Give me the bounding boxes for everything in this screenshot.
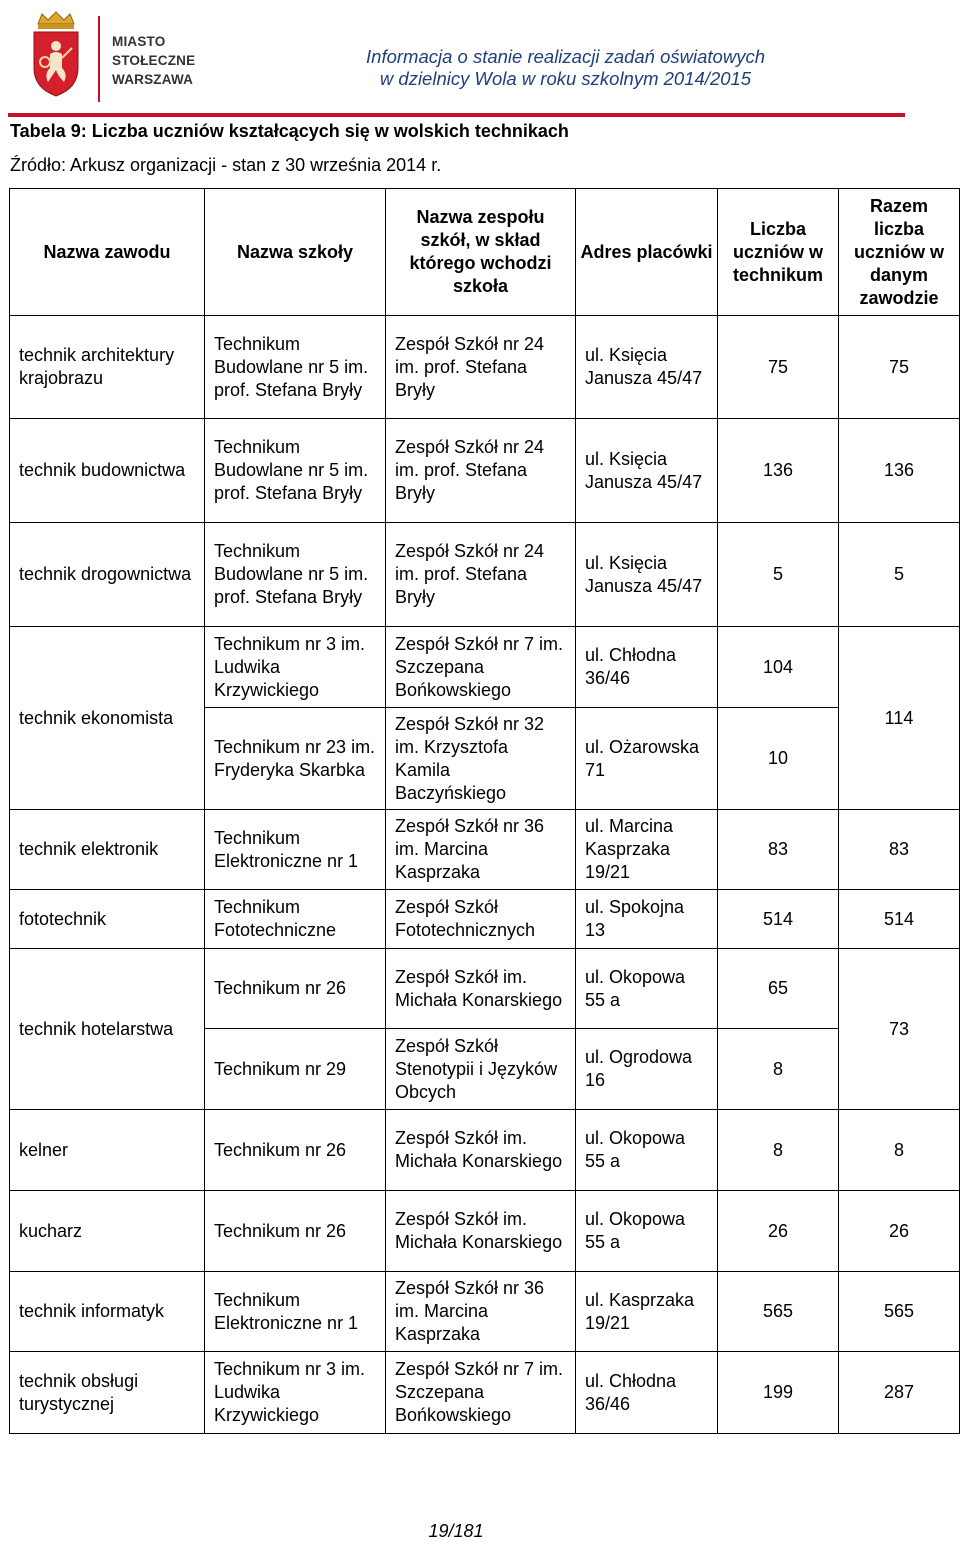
cell-liczba: 10 xyxy=(718,708,839,810)
cell-zawod: technik drogownictwa xyxy=(10,523,205,627)
cell-liczba: 8 xyxy=(718,1029,839,1110)
logo-text xyxy=(112,32,195,89)
cell-zespol: Zespół Szkół Stenotypii i Języków Obcych xyxy=(386,1029,576,1110)
cell-liczba: 514 xyxy=(718,890,839,949)
cell-zespol: Zespół Szkół nr 36 im. Marcina Kasprzaka xyxy=(386,810,576,890)
table-row xyxy=(10,523,960,627)
cell-adres: ul. Chłodna 36/46 xyxy=(576,627,718,708)
cell-zespol: Zespół Szkół nr 36 im. Marcina Kasprzaka xyxy=(386,1272,576,1352)
cell-liczba: 199 xyxy=(718,1352,839,1434)
cell-zespol: Zespół Szkół im. Michała Konarskiego xyxy=(386,949,576,1029)
document-header-title xyxy=(366,46,765,90)
cell-razem: 565 xyxy=(839,1272,960,1352)
cell-razem: 83 xyxy=(839,810,960,890)
cell-adres: ul. Marcina Kasprzaka 19/21 xyxy=(576,810,718,890)
cell-zawod: kucharz xyxy=(10,1191,205,1272)
cell-szkola: Technikum Budowlane nr 5 im. prof. Stefana Bryły xyxy=(205,523,386,627)
header-adres: Adres placówki xyxy=(576,189,718,316)
cell-szkola: Technikum nr 26 xyxy=(205,1110,386,1191)
cell-zawod: technik ekonomista xyxy=(10,627,205,810)
cell-razem: 514 xyxy=(839,890,960,949)
cell-liczba: 26 xyxy=(718,1191,839,1272)
cell-zespol: Zespół Szkół nr 7 im. Szczepana Bońkowskiego xyxy=(386,1352,576,1434)
logo-line: STOŁECZNE xyxy=(112,53,196,68)
cell-razem: 114 xyxy=(839,627,960,810)
cell-szkola: Technikum nr 29 xyxy=(205,1029,386,1110)
header-zespol: Nazwa zespołu szkół, w skład którego wchodzi szkoła xyxy=(386,189,576,316)
cell-zawod: technik architektury krajobrazu xyxy=(10,316,205,419)
cell-razem: 26 xyxy=(839,1191,960,1272)
logo-line: WARSZAWA xyxy=(112,72,194,87)
cell-liczba: 5 xyxy=(718,523,839,627)
cell-zespol: Zespół Szkół Fototechnicznych xyxy=(386,890,576,949)
table-row xyxy=(10,1352,960,1434)
table-header-row xyxy=(10,189,960,316)
cell-adres: ul. Księcia Janusza 45/47 xyxy=(576,419,718,523)
table-row xyxy=(10,316,960,419)
header-line-1: Informacja o stanie realizacji zadań oświatowych xyxy=(366,46,765,67)
table-row xyxy=(10,1272,960,1352)
cell-szkola: Technikum nr 3 im. Ludwika Krzywickiego xyxy=(205,627,386,708)
cell-zawod: technik elektronik xyxy=(10,810,205,890)
header-szkola: Nazwa szkoły xyxy=(205,189,386,316)
table-caption: Tabela 9: Liczba uczniów kształcących się w wolskich technikach xyxy=(10,121,569,141)
cell-zespol: Zespół Szkół nr 32 im. Krzysztofa Kamila Baczyńskiego xyxy=(386,708,576,810)
cell-zawod: kelner xyxy=(10,1110,205,1191)
cell-liczba: 8 xyxy=(718,1110,839,1191)
header-zawod: Nazwa zawodu xyxy=(10,189,205,316)
cell-adres: ul. Okopowa 55 a xyxy=(576,949,718,1029)
cell-razem: 136 xyxy=(839,419,960,523)
cell-liczba: 565 xyxy=(718,1272,839,1352)
cell-liczba: 104 xyxy=(718,627,839,708)
cell-zawod: technik informatyk xyxy=(10,1272,205,1352)
cell-adres: ul. Spokojna 13 xyxy=(576,890,718,949)
cell-szkola: Technikum Elektroniczne nr 1 xyxy=(205,1272,386,1352)
cell-szkola: Technikum nr 23 im. Fryderyka Skarbka xyxy=(205,708,386,810)
logo-line: MIASTO xyxy=(112,34,166,49)
table-row xyxy=(10,1110,960,1191)
table-row xyxy=(10,949,960,1029)
cell-szkola: Technikum Elektroniczne nr 1 xyxy=(205,810,386,890)
cell-zespol: Zespół Szkół im. Michała Konarskiego xyxy=(386,1191,576,1272)
cell-zespol: Zespół Szkół nr 24 im. prof. Stefana Bryły xyxy=(386,419,576,523)
cell-adres: ul. Ogrodowa 16 xyxy=(576,1029,718,1110)
cell-liczba: 136 xyxy=(718,419,839,523)
students-table xyxy=(9,188,960,1434)
cell-liczba: 75 xyxy=(718,316,839,419)
cell-adres: ul. Ożarowska 71 xyxy=(576,708,718,810)
cell-razem: 287 xyxy=(839,1352,960,1434)
cell-zespol: Zespół Szkół nr 7 im. Szczepana Bońkowskiego xyxy=(386,627,576,708)
header-razem: Razem liczba uczniów w danym zawodzie xyxy=(839,189,960,316)
cell-razem: 73 xyxy=(839,949,960,1110)
cell-zespol: Zespół Szkół im. Michała Konarskiego xyxy=(386,1110,576,1191)
cell-razem: 5 xyxy=(839,523,960,627)
cell-szkola: Technikum nr 26 xyxy=(205,1191,386,1272)
cell-zespol: Zespół Szkół nr 24 im. prof. Stefana Bryły xyxy=(386,523,576,627)
table-row xyxy=(10,419,960,523)
table-row xyxy=(10,627,960,708)
cell-szkola: Technikum nr 26 xyxy=(205,949,386,1029)
cell-zawod: fototechnik xyxy=(10,890,205,949)
page-number: 19/181 xyxy=(428,1521,484,1541)
cell-razem: 8 xyxy=(839,1110,960,1191)
table-row xyxy=(10,1191,960,1272)
city-logo xyxy=(24,10,204,105)
cell-zawod: technik budownictwa xyxy=(10,419,205,523)
logo-divider xyxy=(98,16,100,102)
cell-zawod: technik hotelarstwa xyxy=(10,949,205,1110)
warsaw-crest-icon xyxy=(28,10,84,98)
cell-szkola: Technikum Budowlane nr 5 im. prof. Stefana Bryły xyxy=(205,316,386,419)
header-liczba: Liczba uczniów w technikum xyxy=(718,189,839,316)
table-source: Źródło: Arkusz organizacji - stan z 30 września 2014 r. xyxy=(10,155,442,175)
cell-adres: ul. Księcia Janusza 45/47 xyxy=(576,316,718,419)
cell-adres: ul. Chłodna 36/46 xyxy=(576,1352,718,1434)
header-divider xyxy=(8,113,905,117)
header-line-2: w dzielnicy Wola w roku szkolnym 2014/2015 xyxy=(379,68,752,89)
cell-szkola: Technikum Budowlane nr 5 im. prof. Stefana Bryły xyxy=(205,419,386,523)
cell-zawod: technik obsługi turystycznej xyxy=(10,1352,205,1434)
cell-szkola: Technikum Fototechniczne xyxy=(205,890,386,949)
cell-zespol: Zespół Szkół nr 24 im. prof. Stefana Bryły xyxy=(386,316,576,419)
cell-adres: ul. Kasprzaka 19/21 xyxy=(576,1272,718,1352)
cell-liczba: 65 xyxy=(718,949,839,1029)
cell-szkola: Technikum nr 3 im. Ludwika Krzywickiego xyxy=(205,1352,386,1434)
table-row xyxy=(10,890,960,949)
cell-razem: 75 xyxy=(839,316,960,419)
cell-adres: ul. Okopowa 55 a xyxy=(576,1191,718,1272)
table-row xyxy=(10,810,960,890)
cell-adres: ul. Księcia Janusza 45/47 xyxy=(576,523,718,627)
cell-liczba: 83 xyxy=(718,810,839,890)
cell-adres: ul. Okopowa 55 a xyxy=(576,1110,718,1191)
